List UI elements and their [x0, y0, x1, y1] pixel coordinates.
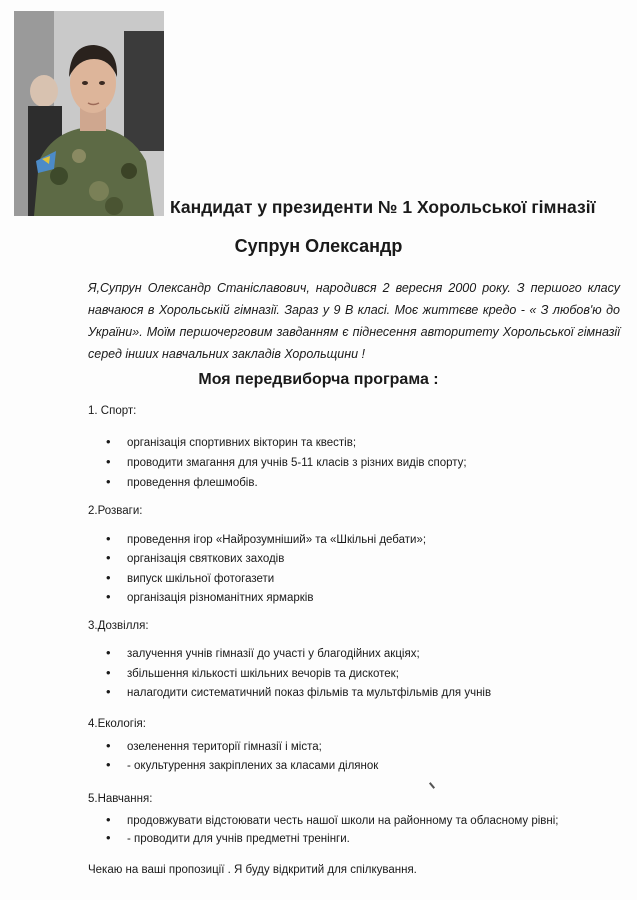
list-item: • організація різноманітних ярмарків	[106, 589, 314, 604]
scan-mark	[429, 782, 435, 789]
list-item: • проводити змагання для учнів 5-11 класів з різних видів спорту;	[106, 454, 467, 469]
bullet-icon: •	[106, 830, 111, 845]
list-item: • озеленення території гімназії і міста;	[106, 738, 322, 753]
section-heading-leisure: 3.Дозвілля:	[88, 620, 149, 632]
bullet-icon: •	[106, 665, 111, 680]
bullet-icon: •	[106, 454, 111, 469]
list-item: • - окультурення закріплених за класами ділянок	[106, 757, 379, 772]
list-item: • проведення ігор «Найрозумніший» та «Шкільні дебати»;	[106, 531, 427, 546]
list-item: • проведення флешмобів.	[106, 474, 258, 489]
list-item: • організація спортивних вікторин та квестів;	[106, 434, 357, 449]
section-heading-sport: 1. Спорт:	[88, 405, 137, 417]
list-item: • організація святкових заходів	[106, 550, 285, 565]
bullet-icon: •	[106, 645, 111, 660]
bullet-icon: •	[106, 812, 111, 827]
section-heading-entertainment: 2.Розваги:	[88, 505, 143, 517]
closing-note: Чекаю на ваші пропозиції . Я буду відкритий для спілкування.	[88, 864, 417, 876]
bullet-icon: •	[106, 474, 111, 489]
list-item: • збільшення кількості шкільних вечорів та дискотек;	[106, 665, 399, 680]
section-heading-education: 5.Навчання:	[88, 793, 153, 805]
list-item: • налагодити систематичний показ фільмів та мультфільмів для учнів	[106, 684, 492, 699]
bullet-icon: •	[106, 434, 111, 449]
bullet-icon: •	[106, 570, 111, 585]
list-item: • - проводити для учнів предметні тренінги.	[106, 830, 350, 845]
bullet-icon: •	[106, 757, 111, 772]
bullet-icon: •	[106, 589, 111, 604]
program-title: Моя передвиборча програма :	[198, 371, 439, 388]
bullet-icon: •	[106, 550, 111, 565]
intro-paragraph: Я,Супрун Олександр Станіславович, народився 2 вересня 2000 року. З першого класу навчаюся в Хорольській гімназії. Зараз у 9 В класі. Моє життєве кредо - « З любов'ю до України». Моїм першочерговим завданням є піднесення авторитету Хорольської гімназії серед інших навчальних закладів Хорольщини !	[88, 281, 620, 361]
list-item: • продовжувати відстоювати честь нашої школи на районному та обласному рівні;	[106, 812, 559, 827]
list-item: • залучення учнів гімназії до участі у благодійних акціях;	[106, 645, 420, 660]
bullet-icon: •	[106, 684, 111, 699]
page-title: Кандидат у президенти № 1 Хорольської гімназії	[170, 197, 596, 217]
bullet-icon: •	[106, 738, 111, 753]
list-item: • випуск шкільної фотогазети	[106, 570, 275, 585]
candidate-photo	[14, 11, 164, 216]
section-heading-ecology: 4.Екологія:	[88, 718, 146, 730]
candidate-name: Супрун Олександр	[234, 236, 403, 256]
bullet-icon: •	[106, 531, 111, 546]
